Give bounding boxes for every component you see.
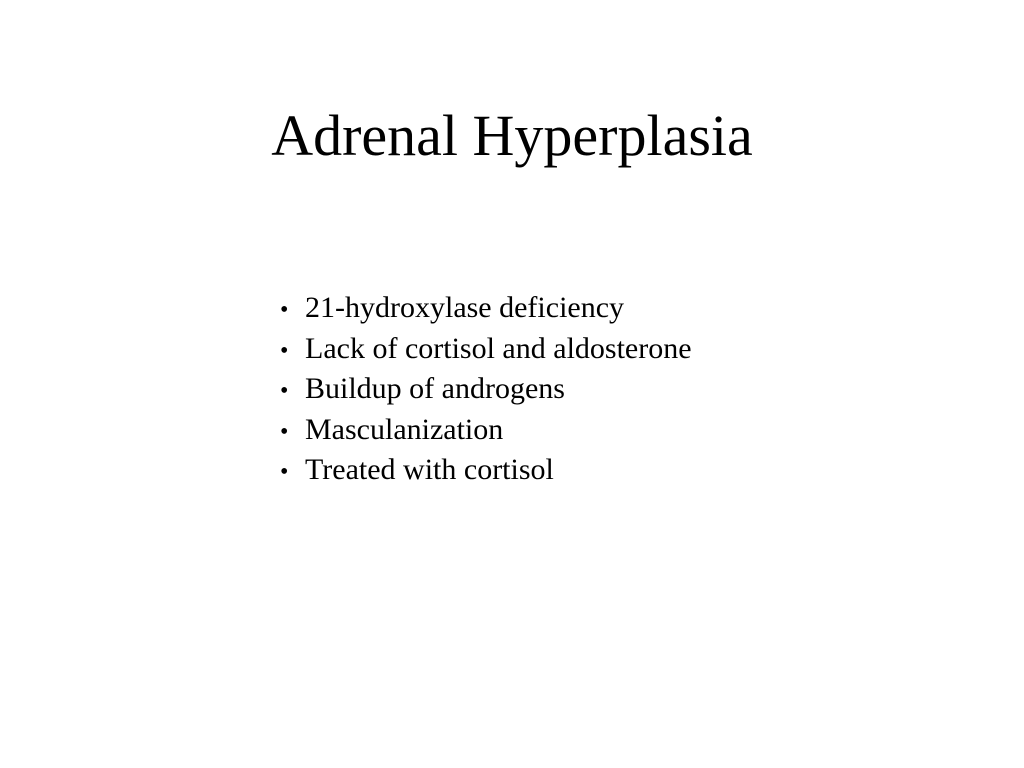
bullet-text: 21-hydroxylase deficiency (305, 291, 625, 324)
bullet-icon: • (280, 459, 289, 485)
bullet-icon: • (280, 337, 289, 364)
list-item (280, 410, 692, 451)
list-item (280, 288, 692, 329)
list-item (280, 369, 692, 410)
list-item (280, 329, 692, 370)
bullet-text: Masculanization (305, 412, 504, 446)
bullet-icon: • (280, 418, 289, 445)
bullet-text: Buildup of androgens (305, 372, 565, 405)
slide-title: Adrenal Hyperplasia (271, 103, 753, 168)
list-item (280, 450, 692, 491)
bullet-list (280, 288, 692, 491)
bullet-text: Lack of cortisol and aldosterone (305, 331, 692, 365)
bullet-text: Treated with cortisol (305, 453, 554, 486)
bullet-icon: • (280, 297, 289, 323)
bullet-icon: • (280, 378, 289, 404)
